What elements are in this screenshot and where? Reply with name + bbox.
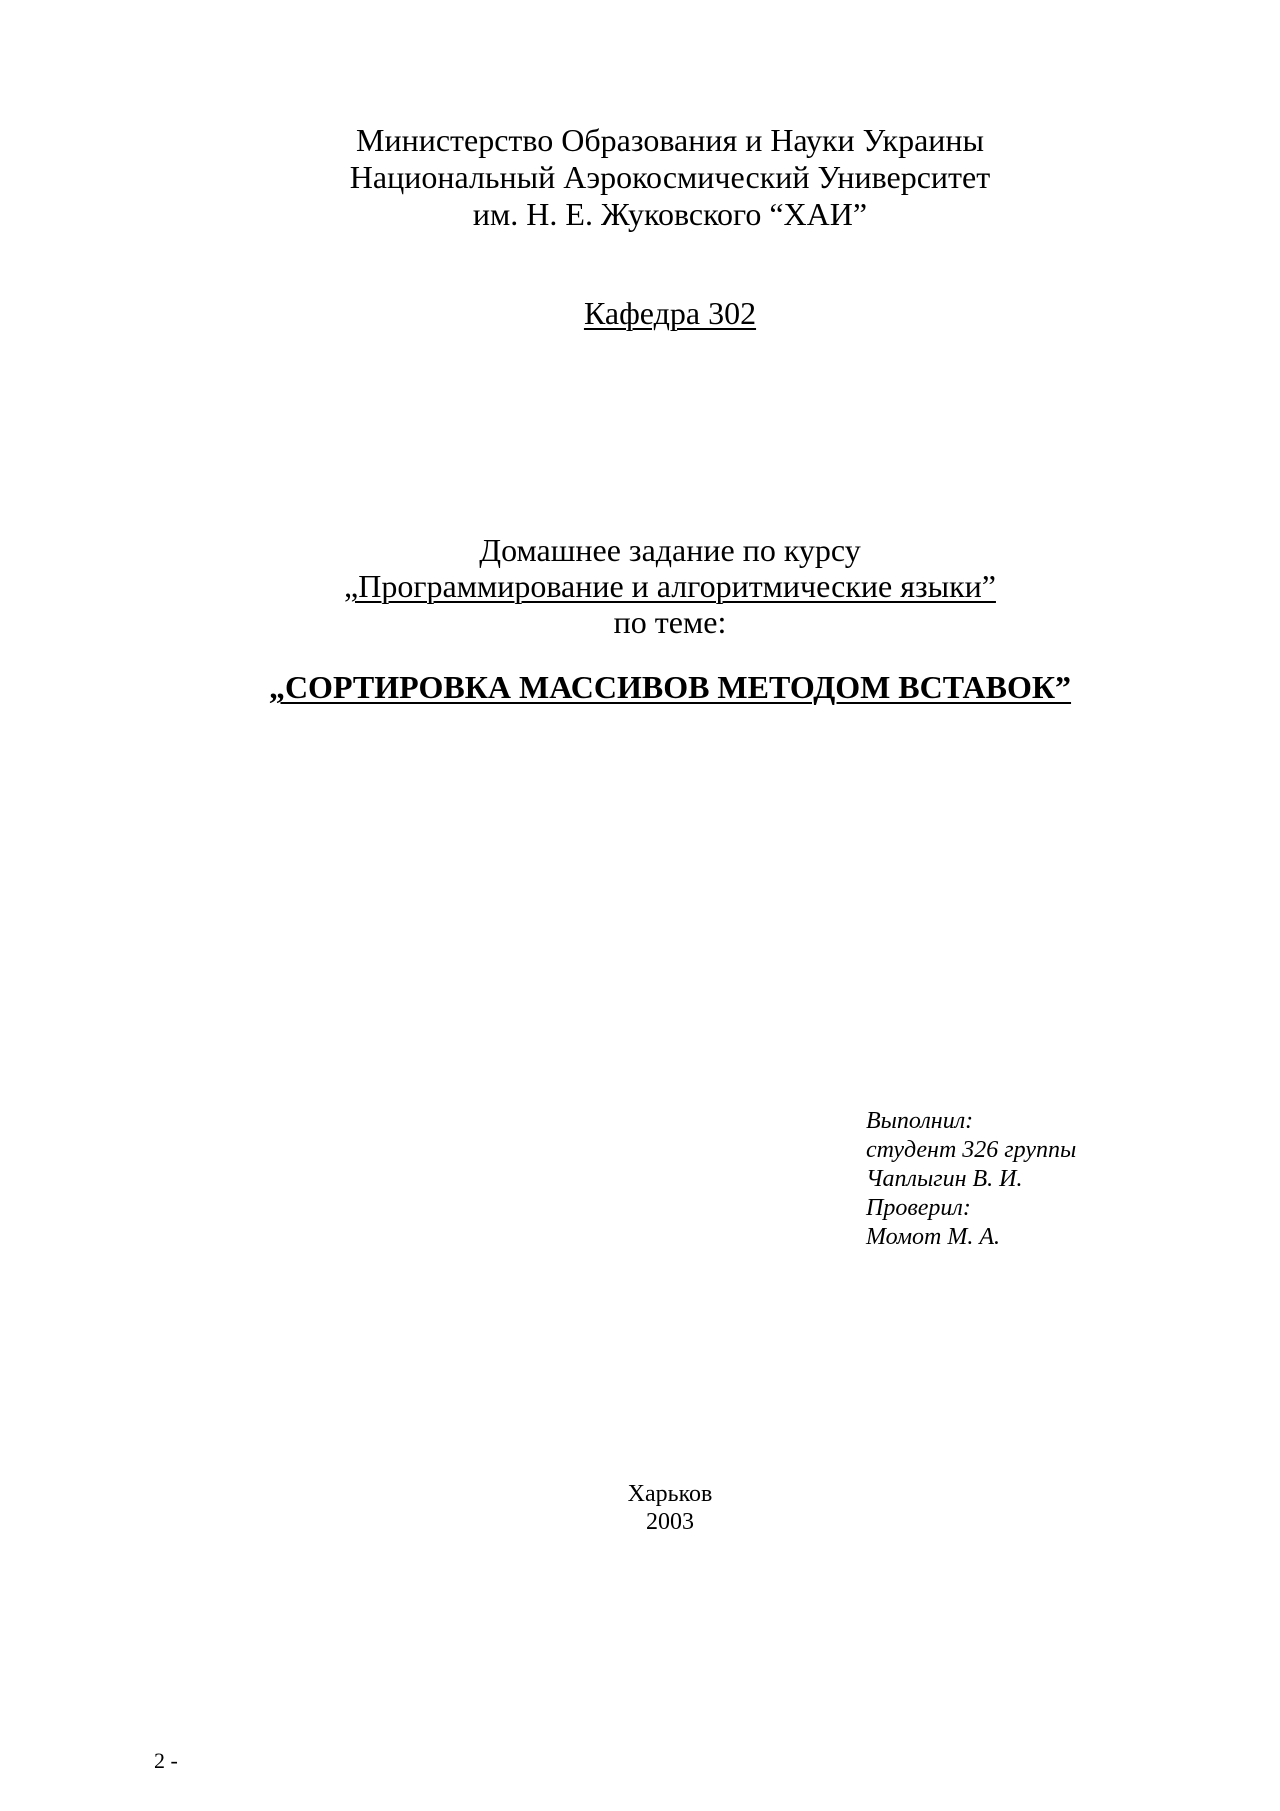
ministry-line: Министерство Образования и Науки Украины <box>355 122 985 158</box>
signature-block <box>866 1107 1076 1252</box>
page-number: 2 - <box>154 1748 178 1773</box>
footer-block <box>0 1480 1280 1536</box>
city: Харьков <box>627 1481 713 1507</box>
checked-by-label: Проверил: <box>866 1195 971 1221</box>
assignment-line: Домашнее задание по курсу <box>479 532 861 568</box>
done-by-label: Выполнил: <box>866 1108 974 1134</box>
topic-block <box>0 668 1280 706</box>
student-group: студент 326 группы <box>866 1137 1077 1163</box>
institution-header <box>0 122 1280 233</box>
university-line: Национальный Аэрокосмический Университет <box>349 159 991 195</box>
student-name: Чаплыгин В. И. <box>866 1166 1023 1192</box>
checker-name: Момот М. А. <box>866 1224 1001 1250</box>
topic-intro: по теме: <box>613 604 727 640</box>
year: 2003 <box>646 1509 694 1535</box>
named-after-line: им. Н. Е. Жуковского “ХАИ” <box>472 196 868 232</box>
course-name: „Программирование и алгоритмические языки” <box>344 568 996 604</box>
department-title: Кафедра 302 <box>583 295 757 331</box>
assignment-block <box>0 532 1280 640</box>
topic-title: „СОРТИРОВКА МАССИВОВ МЕТОДОМ ВСТАВОК” <box>268 669 1072 705</box>
department-block <box>0 295 1280 332</box>
